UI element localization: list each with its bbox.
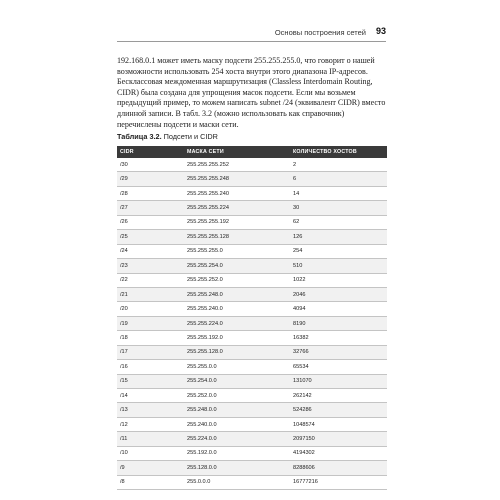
table-row: [117, 432, 387, 446]
cell-hosts: 6: [290, 172, 387, 186]
table-row: [117, 201, 387, 215]
cell-hosts: 131070: [290, 374, 387, 388]
page-number: 93: [375, 26, 386, 36]
cell-netmask: 255.224.0.0: [184, 432, 290, 446]
cell-netmask: 255.255.254.0: [184, 259, 290, 273]
cell-cidr: /11: [117, 432, 184, 446]
cell-netmask: 255.255.255.192: [184, 215, 290, 229]
cell-hosts: 16777216: [290, 475, 387, 489]
table-row: [117, 215, 387, 229]
cell-cidr: /9: [117, 461, 184, 475]
cell-cidr: /8: [117, 475, 184, 489]
cell-cidr: /30: [117, 158, 184, 172]
table-row: [117, 417, 387, 431]
cell-cidr: /29: [117, 172, 184, 186]
cell-hosts: 62: [290, 215, 387, 229]
cell-hosts: 65534: [290, 360, 387, 374]
table-caption: [117, 132, 387, 141]
cell-hosts: 4194302: [290, 446, 387, 460]
cell-netmask: 255.255.248.0: [184, 287, 290, 301]
cell-cidr: /23: [117, 259, 184, 273]
cell-netmask: 255.255.255.248: [184, 172, 290, 186]
cell-cidr: /10: [117, 446, 184, 460]
cell-hosts: 510: [290, 259, 387, 273]
table-body: [117, 158, 387, 490]
table-row: [117, 360, 387, 374]
table-row: [117, 259, 387, 273]
cell-hosts: 524286: [290, 403, 387, 417]
table-caption-text: Подсети и CIDR: [161, 132, 218, 141]
cell-cidr: /22: [117, 273, 184, 287]
cell-netmask: 255.255.255.240: [184, 186, 290, 200]
cell-netmask: 255.248.0.0: [184, 403, 290, 417]
cell-cidr: /27: [117, 201, 184, 215]
cell-netmask: 255.255.252.0: [184, 273, 290, 287]
cell-netmask: 255.128.0.0: [184, 461, 290, 475]
table-row: [117, 158, 387, 172]
cell-netmask: 255.255.255.0: [184, 244, 290, 258]
cell-hosts: 254: [290, 244, 387, 258]
table-row: [117, 345, 387, 359]
table-row: [117, 244, 387, 258]
table-row: [117, 389, 387, 403]
cell-hosts: 1022: [290, 273, 387, 287]
cell-hosts: 2097150: [290, 432, 387, 446]
cell-netmask: 255.255.0.0: [184, 360, 290, 374]
table-row: [117, 316, 387, 330]
table-row: [117, 331, 387, 345]
cell-netmask: 255.252.0.0: [184, 389, 290, 403]
table-header-row: [117, 146, 387, 158]
table-row: [117, 302, 387, 316]
cell-netmask: 255.255.240.0: [184, 302, 290, 316]
table-row: [117, 403, 387, 417]
cell-hosts: 16382: [290, 331, 387, 345]
cell-cidr: /18: [117, 331, 184, 345]
header-host-count: КОЛИЧЕСТВО ХОСТОВ: [290, 146, 387, 158]
header-cidr: CIDR: [117, 146, 184, 158]
cell-cidr: /19: [117, 316, 184, 330]
cell-cidr: /13: [117, 403, 184, 417]
cell-cidr: /17: [117, 345, 184, 359]
cell-netmask: 255.192.0.0: [184, 446, 290, 460]
table-row: [117, 230, 387, 244]
body-paragraph: 192.168.0.1 может иметь маску подсети 255.255.255.0, что говорит о нашей возможности использовать 254 хоста внутри этого диапазона IP-адресов. Бесклассовая междоменная маршрутизация (Classless Interdomain Routing, CIDR) была создана для упрощения масок подсети. Если мы возьмем предыдущий пример, то можем написать subnet /24 (эквивалент CIDR) вместо длинной записи. В табл. 3.2 (можно использовать как справочник) перечислены подсети и маски сети.: [117, 56, 386, 129]
cell-cidr: /16: [117, 360, 184, 374]
table-row: [117, 446, 387, 460]
cell-hosts: 2046: [290, 287, 387, 301]
cell-netmask: 255.255.192.0: [184, 331, 290, 345]
cell-cidr: /28: [117, 186, 184, 200]
table-row: [117, 374, 387, 388]
table-row: [117, 287, 387, 301]
table-row: [117, 172, 387, 186]
cell-netmask: 255.255.255.128: [184, 230, 290, 244]
table-row: [117, 186, 387, 200]
cell-cidr: /14: [117, 389, 184, 403]
cell-cidr: /20: [117, 302, 184, 316]
cell-netmask: 255.255.224.0: [184, 316, 290, 330]
cell-hosts: 262142: [290, 389, 387, 403]
cell-netmask: 255.0.0.0: [184, 475, 290, 489]
table-row: [117, 461, 387, 475]
subnet-table: [117, 146, 387, 490]
cell-netmask: 255.254.0.0: [184, 374, 290, 388]
header-netmask: МАСКА СЕТИ: [184, 146, 290, 158]
cell-hosts: 2: [290, 158, 387, 172]
cell-hosts: 8288606: [290, 461, 387, 475]
cell-netmask: 255.255.128.0: [184, 345, 290, 359]
table-row: [117, 475, 387, 489]
cell-hosts: 1048574: [290, 417, 387, 431]
cell-cidr: /15: [117, 374, 184, 388]
cell-cidr: /12: [117, 417, 184, 431]
table-row: [117, 273, 387, 287]
cell-cidr: /26: [117, 215, 184, 229]
cell-netmask: 255.240.0.0: [184, 417, 290, 431]
cell-netmask: 255.255.255.224: [184, 201, 290, 215]
running-title: Основы построения сетей: [274, 28, 366, 37]
cell-hosts: 14: [290, 186, 387, 200]
running-head: [117, 27, 386, 42]
cell-netmask: 255.255.255.252: [184, 158, 290, 172]
cell-hosts: 8190: [290, 316, 387, 330]
cell-cidr: /21: [117, 287, 184, 301]
cell-cidr: /25: [117, 230, 184, 244]
cell-hosts: 126: [290, 230, 387, 244]
table-caption-label: Таблица 3.2.: [117, 132, 162, 141]
cell-hosts: 30: [290, 201, 387, 215]
cell-cidr: /24: [117, 244, 184, 258]
cell-hosts: 4094: [290, 302, 387, 316]
cell-hosts: 32766: [290, 345, 387, 359]
body-text: [117, 56, 387, 130]
